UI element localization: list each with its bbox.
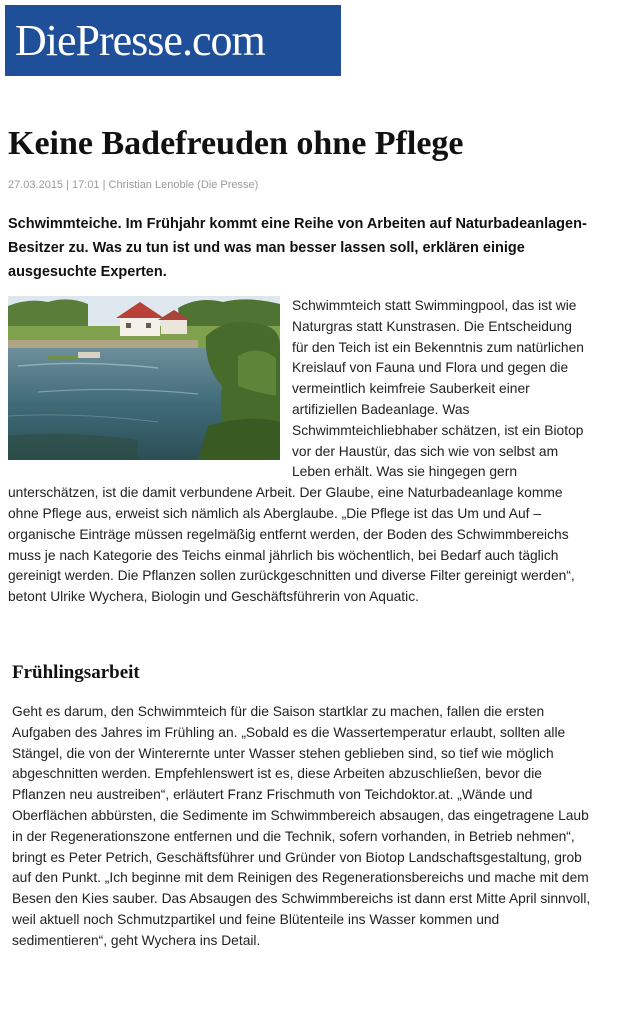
- article-headline: Keine Badefreuden ohne Pflege: [8, 125, 464, 162]
- article-paragraph-2: Geht es darum, den Schwimmteich für die Saison startklar zu machen, fallen die ersten Aufgaben des Jahres im Frühling an. „Sobald es die Wassertemperatur erlaubt, sollten alle Stängel, die von der Winterernte unter Wasser stehen geblieben sind, so tief wie möglich abgeschnitten werden. Empfehlenswert ist es, diese Arbeiten abzuschließen, bevor die Pflanzen neu austreiben“, erläutert Franz Frischmuth von Teichdoktor.at. „Wände und Oberflächen abbürsten, die Sedimente im Schwimmbereich absaugen, das eingetragene Laub in der Regenerationszone entfernen und die Technik, sofern vorhanden, in Betrieb nehmen“, bringt es Peter Petrich, Geschäftsführer und Gründer von Biotop Landschaftsgestaltung, grob auf den Punkt. „Ich beginne mit dem Reinigen des Regenerationsbereichs und mache mit dem Besen den Kies sauber. Das Absaugen des Schwimmbereichs ist dann erst Mitte April sinnvoll, weil aktuell noch Schmutzpartikel und feine Blütenteile ins Wasser kommen und sedimentieren“, geht Wychera ins Detail.: [12, 704, 591, 948]
- article-meta: 27.03.2015 | 17:01 | Christian Lenoble (Die Presse): [8, 179, 259, 191]
- pond-photo: [8, 296, 280, 460]
- article-lead: Schwimmteiche. Im Frühjahr kommt eine Reihe von Arbeiten auf Naturbadeanlagen-Besitzer zu. Was zu tun ist und was man besser lassen soll, erklären einige ausgesuchte Experten.: [8, 216, 587, 280]
- site-logo[interactable]: DiePresse.com: [5, 5, 341, 76]
- article-body: [8, 296, 588, 608]
- article-paragraph-1: Schwimmteich statt Swimmingpool, das ist wie Naturgras statt Kunstrasen. Die Entscheidung für den Teich ist ein Bekenntnis zum natürlichen Kreislauf von Fauna und Flora und gegen die vermeintlich keimfreie Sauberkeit einer artifiziellen Badeanlage. Was Schwimmteichliebhaber schätzen, ist ein Biotop vor der Haustür, das sich wie von selbst am Leben erhält. Was sie hingegen gern unterschätzen, ist die damit verbundene Arbeit. Der Glaube, eine Naturbadeanlage komme ohne Pflege aus, erweist sich nämlich als Aberglaube. „Die Pflege ist das Um und Auf – organische Einträge müssen regelmäßig entfernt werden, der Boden des Schwimmbereichs muss je nach Kategorie des Teichs einmal jährlich bis wöchentlich, bei Bedarf auch täglich gereinigt werden. Die Pflanzen sollen zurückgeschnitten und diverse Filter gereinigt werden“, betont Ulrike Wychera, Biologin und Geschäftsführerin von Aquatic.: [8, 298, 584, 605]
- section-subheading: Frühlingsarbeit: [12, 662, 140, 683]
